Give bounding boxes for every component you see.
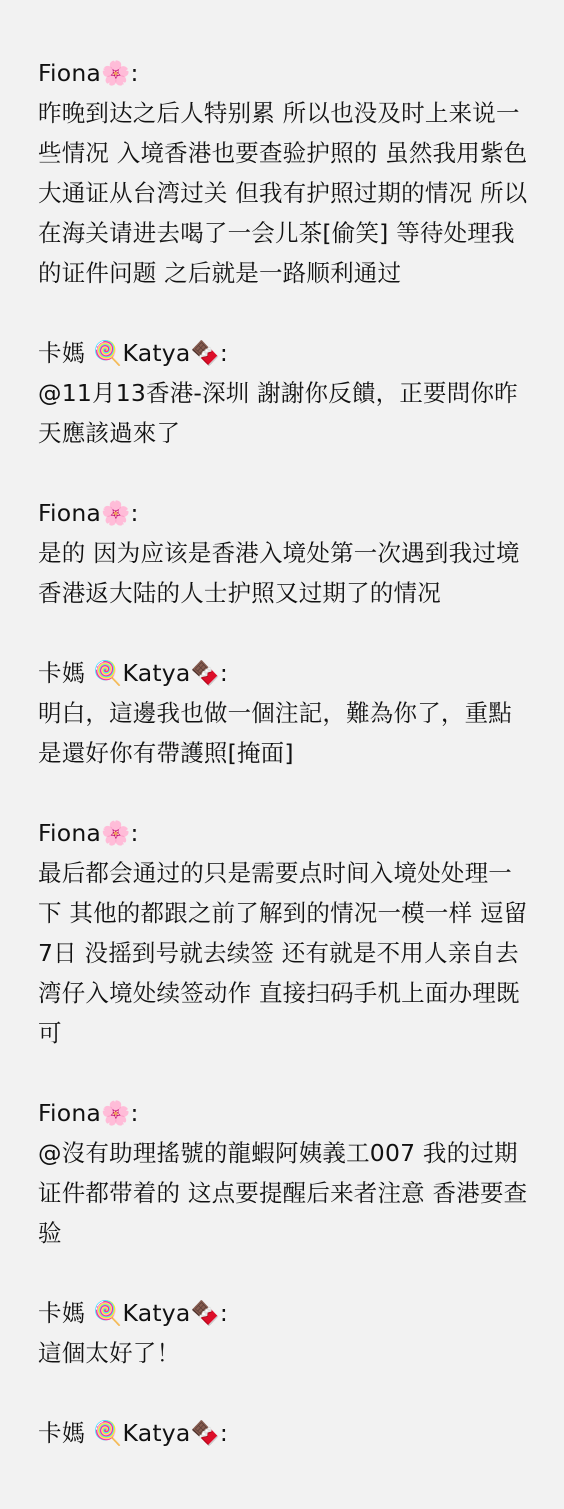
message-sender: Fiona🌸: bbox=[38, 819, 139, 847]
message-sender: 卡媽 🍭Katya🍫: bbox=[38, 339, 229, 367]
message-text: @11月13香港-深圳 謝謝你反饋，正要問你昨天應該過來了 bbox=[38, 379, 518, 447]
chat-message bbox=[38, 333, 532, 453]
message-sender: 卡媽 🍭Katya🍫: bbox=[38, 1419, 229, 1447]
message-sender: 卡媽 🍭Katya🍫: bbox=[38, 659, 229, 687]
chat-message-partial bbox=[38, 1413, 532, 1447]
message-text: 昨晚到达之后人特别累 所以也没及时上来说一些情况 入境香港也要查验护照的 虽然我用紫色大通证从台湾过关 但我有护照过期的情况 所以在海关请进去喝了一会儿茶[偷笑] 等待处理我的证件问题 之后就是一路顺利通过 bbox=[38, 99, 528, 287]
message-text: @沒有助理搖號的龍蝦阿姨義工007 我的过期证件都带着的 这点要提醒后来者注意 香港要查验 bbox=[38, 1139, 528, 1247]
message-text: 明白，這邊我也做一個注記，難為你了，重點是還好你有帶護照[掩面] bbox=[38, 699, 512, 767]
chat-message bbox=[38, 813, 532, 1053]
chat-message bbox=[38, 1093, 532, 1253]
message-sender: Fiona🌸: bbox=[38, 59, 139, 87]
message-sender: Fiona🌸: bbox=[38, 499, 139, 527]
message-sender: Fiona🌸: bbox=[38, 1099, 139, 1127]
chat-message bbox=[38, 53, 532, 293]
chat-message bbox=[38, 493, 532, 613]
message-text: 最后都会通过的只是需要点时间入境处处理一下 其他的都跟之前了解到的情况一模一样 逗留7日 没摇到号就去续签 还有就是不用人亲自去湾仔入境处续签动作 直接扫码手机上面办理既可 bbox=[38, 859, 528, 1047]
message-text: 是的 因为应该是香港入境处第一次遇到我过境香港返大陆的人士护照又过期了的情况 bbox=[38, 539, 520, 607]
message-sender: 卡媽 🍭Katya🍫: bbox=[38, 1299, 229, 1327]
chat-message bbox=[38, 1293, 532, 1373]
chat-message bbox=[38, 653, 532, 773]
message-text: 這個太好了！ bbox=[38, 1339, 181, 1367]
